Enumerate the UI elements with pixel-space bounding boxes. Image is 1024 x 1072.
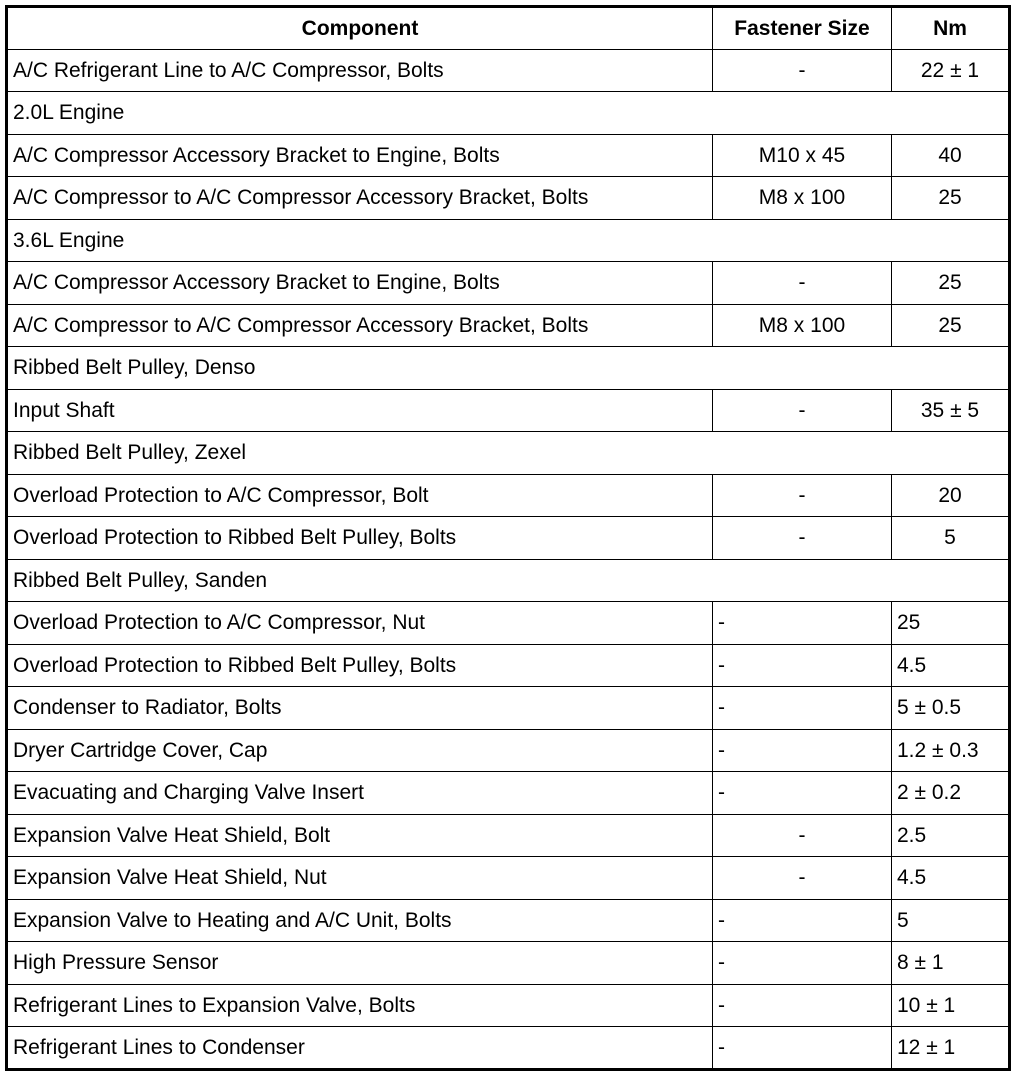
fastener-size-cell: -	[713, 389, 892, 432]
component-cell: Condenser to Radiator, Bolts	[7, 687, 713, 730]
fastener-size-cell: -	[713, 602, 892, 645]
table-row	[7, 262, 1010, 305]
nm-cell: 25	[892, 304, 1010, 347]
nm-cell: 1.2 ± 0.3	[892, 729, 1010, 772]
table-row	[7, 304, 1010, 347]
header-row	[7, 7, 1010, 50]
group-row	[7, 432, 1010, 475]
nm-cell: 12 ± 1	[892, 1027, 1010, 1070]
fastener-size-cell: M10 x 45	[713, 134, 892, 177]
component-cell: Evacuating and Charging Valve Insert	[7, 772, 713, 815]
fastener-size-cell: -	[713, 517, 892, 560]
nm-cell: 5	[892, 517, 1010, 560]
table-row	[7, 389, 1010, 432]
header-nm: Nm	[892, 7, 1010, 50]
fastener-size-cell: -	[713, 729, 892, 772]
component-cell: A/C Compressor Accessory Bracket to Engine, Bolts	[7, 134, 713, 177]
table-row	[7, 857, 1010, 900]
component-cell: Input Shaft	[7, 389, 713, 432]
nm-cell: 25	[892, 177, 1010, 220]
nm-cell: 10 ± 1	[892, 984, 1010, 1027]
table-row	[7, 644, 1010, 687]
component-cell: High Pressure Sensor	[7, 942, 713, 985]
header-fastener-size: Fastener Size	[713, 7, 892, 50]
table-row	[7, 177, 1010, 220]
component-cell: Expansion Valve Heat Shield, Nut	[7, 857, 713, 900]
table-row	[7, 899, 1010, 942]
fastener-size-cell: -	[713, 262, 892, 305]
fastener-size-cell: -	[713, 899, 892, 942]
fastener-size-cell: -	[713, 772, 892, 815]
fastener-size-cell: -	[713, 857, 892, 900]
component-cell: A/C Compressor Accessory Bracket to Engine, Bolts	[7, 262, 713, 305]
fastener-size-cell: -	[713, 1027, 892, 1070]
group-row	[7, 559, 1010, 602]
fastener-size-cell: -	[713, 49, 892, 92]
nm-cell: 22 ± 1	[892, 49, 1010, 92]
component-cell: Expansion Valve Heat Shield, Bolt	[7, 814, 713, 857]
table-row	[7, 687, 1010, 730]
fastener-size-cell: -	[713, 644, 892, 687]
fastener-size-cell: -	[713, 474, 892, 517]
group-label: 3.6L Engine	[7, 219, 1010, 262]
table-row	[7, 729, 1010, 772]
nm-cell: 25	[892, 602, 1010, 645]
component-cell: Overload Protection to A/C Compressor, Bolt	[7, 474, 713, 517]
group-label: Ribbed Belt Pulley, Sanden	[7, 559, 1010, 602]
fastener-size-cell: M8 x 100	[713, 177, 892, 220]
nm-cell: 8 ± 1	[892, 942, 1010, 985]
table-row	[7, 474, 1010, 517]
nm-cell: 35 ± 5	[892, 389, 1010, 432]
nm-cell: 20	[892, 474, 1010, 517]
nm-cell: 25	[892, 262, 1010, 305]
nm-cell: 4.5	[892, 644, 1010, 687]
nm-cell: 40	[892, 134, 1010, 177]
table-row	[7, 49, 1010, 92]
table-row	[7, 984, 1010, 1027]
fastener-size-cell: -	[713, 687, 892, 730]
component-cell: Expansion Valve to Heating and A/C Unit, Bolts	[7, 899, 713, 942]
component-cell: Refrigerant Lines to Expansion Valve, Bolts	[7, 984, 713, 1027]
nm-cell: 2 ± 0.2	[892, 772, 1010, 815]
nm-cell: 4.5	[892, 857, 1010, 900]
component-cell: A/C Compressor to A/C Compressor Accessory Bracket, Bolts	[7, 304, 713, 347]
torque-spec-table	[5, 5, 1011, 1071]
group-row	[7, 92, 1010, 135]
table-row	[7, 517, 1010, 560]
component-cell: Dryer Cartridge Cover, Cap	[7, 729, 713, 772]
table-body	[7, 49, 1010, 1069]
component-cell: Overload Protection to Ribbed Belt Pulley, Bolts	[7, 644, 713, 687]
nm-cell: 2.5	[892, 814, 1010, 857]
nm-cell: 5	[892, 899, 1010, 942]
table-row	[7, 134, 1010, 177]
group-label: 2.0L Engine	[7, 92, 1010, 135]
component-cell: Refrigerant Lines to Condenser	[7, 1027, 713, 1070]
group-label: Ribbed Belt Pulley, Denso	[7, 347, 1010, 390]
group-row	[7, 347, 1010, 390]
table-row	[7, 772, 1010, 815]
group-row	[7, 219, 1010, 262]
group-label: Ribbed Belt Pulley, Zexel	[7, 432, 1010, 475]
table-row	[7, 602, 1010, 645]
fastener-size-cell: -	[713, 814, 892, 857]
fastener-size-cell: -	[713, 942, 892, 985]
fastener-size-cell: M8 x 100	[713, 304, 892, 347]
component-cell: A/C Refrigerant Line to A/C Compressor, Bolts	[7, 49, 713, 92]
component-cell: Overload Protection to A/C Compressor, Nut	[7, 602, 713, 645]
table-row	[7, 814, 1010, 857]
nm-cell: 5 ± 0.5	[892, 687, 1010, 730]
table-row	[7, 942, 1010, 985]
component-cell: Overload Protection to Ribbed Belt Pulley, Bolts	[7, 517, 713, 560]
header-component: Component	[7, 7, 713, 50]
table-row	[7, 1027, 1010, 1070]
component-cell: A/C Compressor to A/C Compressor Accessory Bracket, Bolts	[7, 177, 713, 220]
fastener-size-cell: -	[713, 984, 892, 1027]
